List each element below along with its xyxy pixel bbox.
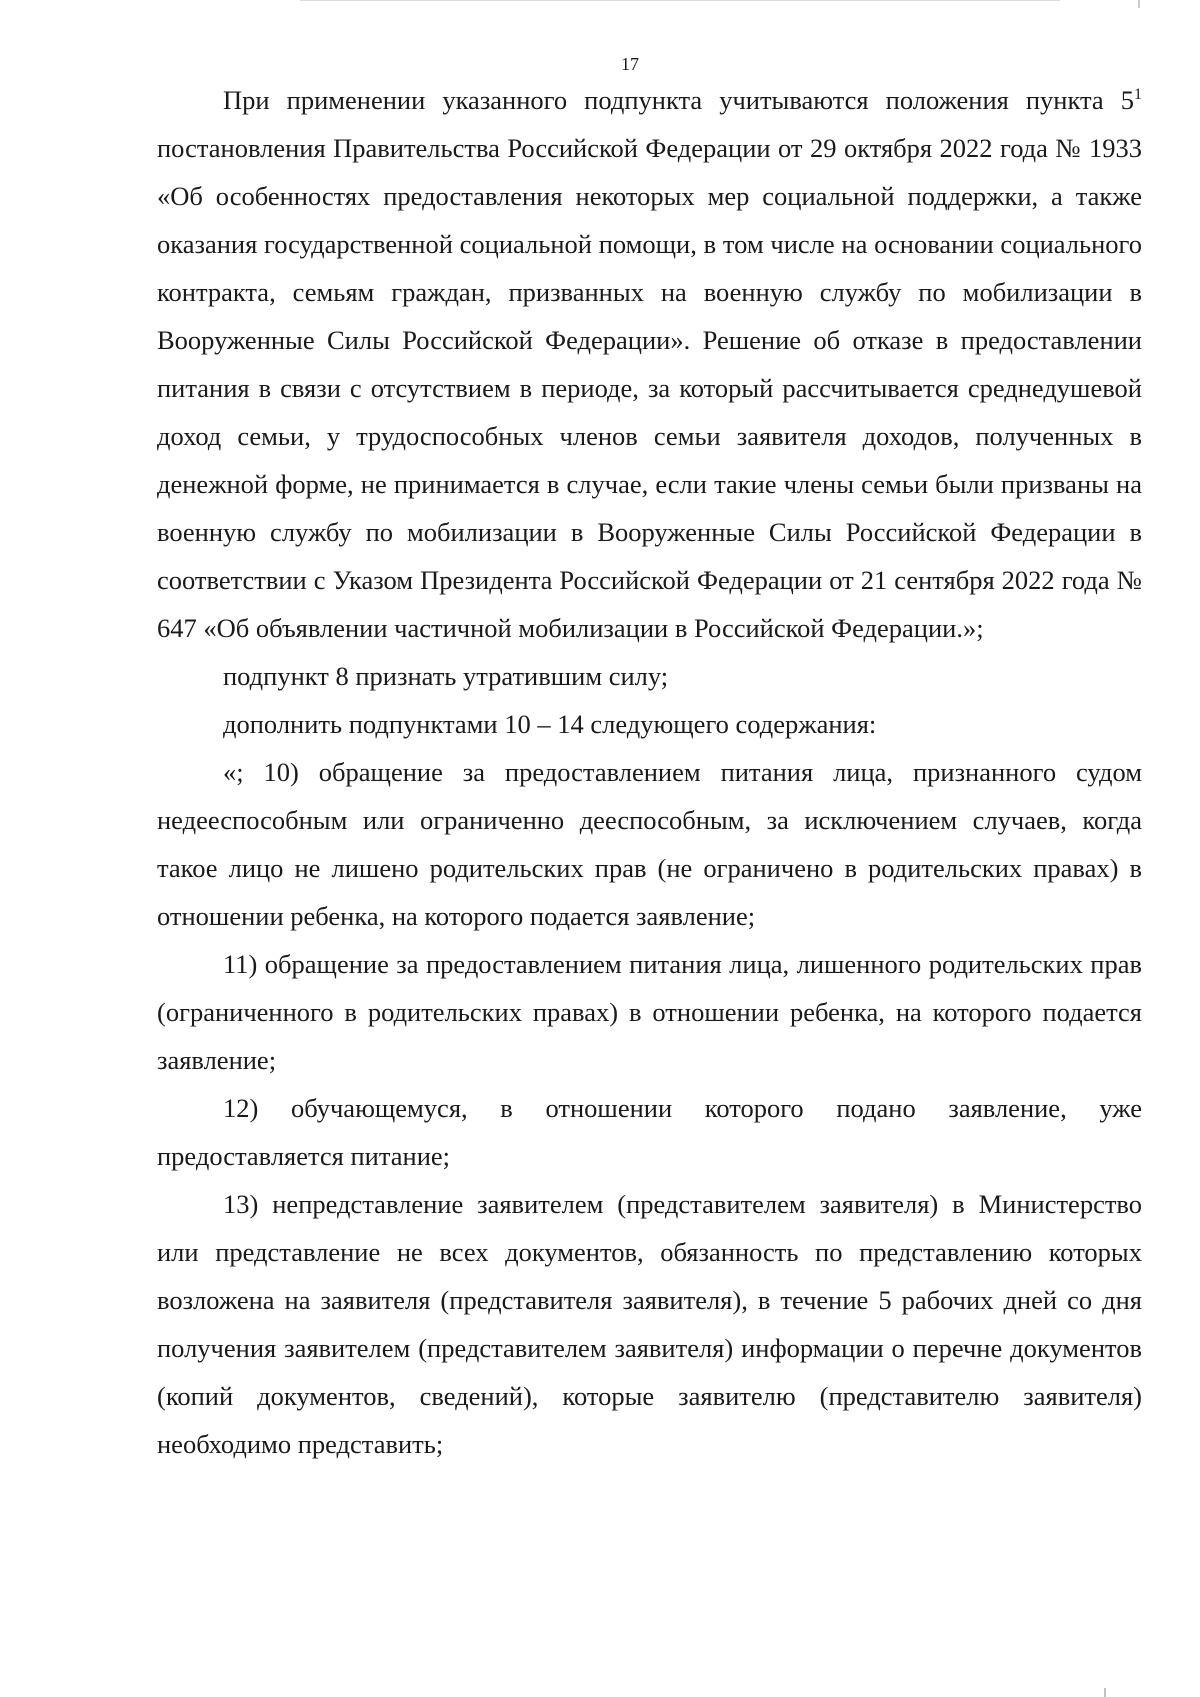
paragraph-add-subpoints: дополнить подпунктами 10 – 14 следующего содержания:: [223, 709, 877, 739]
paragraph-subpoint-12: 12) обучающемуся, в отношении которого подано заявление, уже предоставляется питание;: [157, 1093, 1142, 1171]
superscript-index: 1: [1134, 86, 1142, 104]
page-number: 17: [621, 54, 639, 74]
paragraph-subpoint-10: «; 10) обращение за предоставлением питания лица, признанного судом недееспособным или ограниченно дееспособным, за исключением случаев, когда такое лицо не лишено родительских прав (не ограничено в родительских правах) в отношении ребенка, на которого подается заявление;: [157, 757, 1142, 931]
paragraph-text-lead: При применении указанного подпункта учитываются положения пункта 5: [223, 85, 1134, 115]
paragraph-subpoint-11: 11) обращение за предоставлением питания лица, лишенного родительских прав (ограниченного в родительских правах) в отношении ребенка, на которого подается заявление;: [157, 949, 1142, 1075]
paragraph-subpoint-8: подпункт 8 признать утратившим силу;: [223, 661, 669, 691]
document-body: [157, 76, 1142, 1468]
scan-artifact-top: [300, 0, 1060, 1]
paragraph-subpoint-13: 13) непредставление заявителем (представителем заявителя) в Министерство или представление не всех документов, обязанность по представлению которых возложена на заявителя (представителя заявителя), в течение 5 рабочих дней со дня получения заявителем (представителем заявителя) информации о перечне документов (копий документов, сведений), которые заявителю (представителю заявителя) необходимо представить;: [157, 1189, 1142, 1459]
paragraph-resolution-reference: [157, 76, 1142, 652]
scan-artifact-bottom: [1104, 1688, 1106, 1697]
paragraph-text-rest: постановления Правительства Российской Федерации от 29 октября 2022 года № 1933 «Об особенностях предоставления некоторых мер социальной поддержки, а также оказания государственной социальной помощи, в том числе на основании социального контракта, семьям граждан, призванных на военную службу по мобилизации в Вооруженные Силы Российской Федерации». Решение об отказе в предоставлении питания в связи с отсутствием в периоде, за который рассчитывается среднедушевой доход семьи, у трудоспособных членов семьи заявителя доходов, полученных в денежной форме, не принимается в случае, если такие члены семьи были призваны на военную службу по мобилизации в Вооруженные Силы Российской Федерации в соответствии с Указом Президента Российской Федерации от 21 сентября 2022 года № 647 «Об объявлении частичной мобилизации в Российской Федерации.»;: [157, 133, 1142, 643]
scan-artifact-corner: [1138, 0, 1140, 8]
